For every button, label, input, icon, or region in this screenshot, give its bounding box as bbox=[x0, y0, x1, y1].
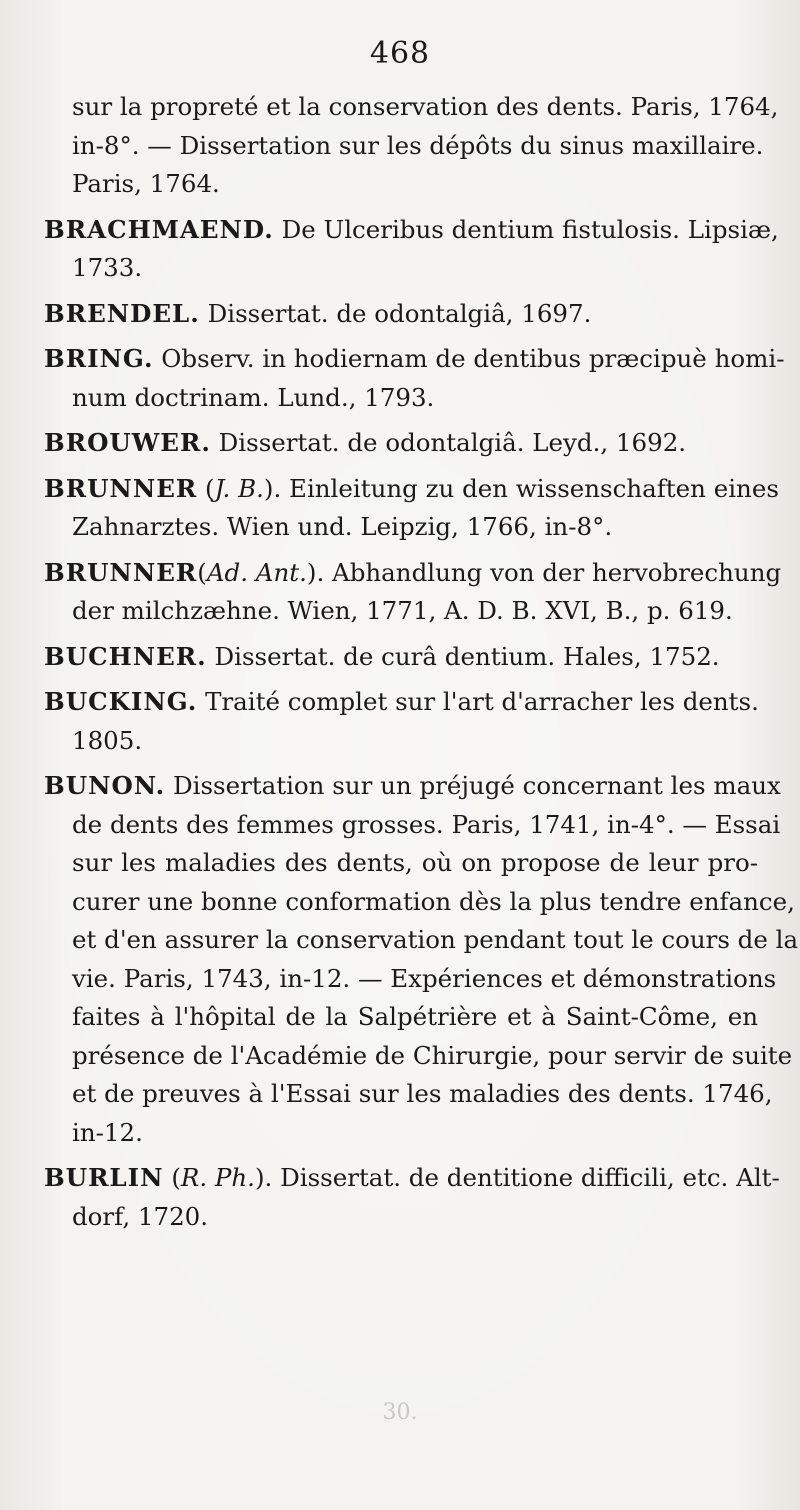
page-number: 468 bbox=[369, 36, 431, 71]
bibliography-entry bbox=[44, 340, 785, 417]
entry-text: Traité complet sur l'art d'arracher les dents. bbox=[197, 687, 759, 716]
bibliography-entry bbox=[44, 211, 779, 288]
entry-line bbox=[44, 424, 758, 463]
author-name: BROUWER. bbox=[44, 428, 211, 457]
entry-line: Paris, 1764. bbox=[72, 169, 220, 198]
entry-text: Observ. in hodiernam de dentibus præcipuè homi- bbox=[153, 344, 785, 373]
bibliography-list bbox=[44, 88, 799, 1243]
entry-line: sur la propreté et la conservation des dents. Paris, 1764, bbox=[72, 92, 779, 121]
author-name: BRENDEL. bbox=[44, 298, 200, 328]
author-initials: R. Ph. bbox=[180, 1163, 255, 1192]
signature-mark: 30. bbox=[382, 1400, 418, 1425]
bibliography-entry bbox=[44, 638, 758, 677]
entry-line: in-8°. — Dissertation sur les dépôts du sinus maxillaire. bbox=[72, 130, 764, 160]
entry-line: présence de l'Académie de Chirurgie, pour servir de suite bbox=[72, 1040, 793, 1070]
entry-line: dorf, 1720. bbox=[72, 1201, 209, 1231]
entry-line: BURLIN (R. Ph.). Dissertat. de dentitione difficili, etc. Alt- bbox=[44, 1163, 780, 1192]
entry-line: Zahnarztes. Wien und. Leipzig, 1766, in-8°. bbox=[72, 512, 613, 541]
author-name: BRUNNER bbox=[44, 557, 198, 587]
bibliography-entry bbox=[44, 1159, 780, 1236]
entry-text: ). Dissertat. de dentitione difficili, etc. Alt- bbox=[254, 1163, 780, 1192]
entry-text: ). Einleitung zu den wissenschaften eines bbox=[263, 473, 779, 503]
entry-line: der milchzæhne. Wien, 1771, A. D. B. XVI, B., p. 619. bbox=[72, 596, 733, 625]
entry-line: de dents des femmes grosses. Paris, 1741, in-4°. — Essai bbox=[72, 809, 781, 839]
author-name: BRACHMAEND. bbox=[44, 214, 274, 244]
author-name: BUNON. bbox=[44, 771, 166, 800]
entry-text: ). Abhandlung von der hervobrechung bbox=[306, 557, 782, 587]
entry-line: vie. Paris, 1743, in-12. — Expériences et démonstrations bbox=[72, 963, 777, 993]
entry-line: 1733. bbox=[72, 253, 143, 282]
entry-line: sur les maladies des dents, où on propose de leur pro- bbox=[72, 848, 758, 877]
entry-line bbox=[44, 340, 785, 379]
entry-line: curer une bonne conformation dès la plus tendre enfance, bbox=[72, 886, 795, 916]
entry-line bbox=[44, 211, 779, 250]
author-name: BRING. bbox=[44, 344, 154, 373]
bibliography-entry bbox=[44, 767, 799, 1152]
entry-text: Dissertat. de odontalgiâ, 1697. bbox=[199, 298, 592, 328]
entry-line: faites à l'hôpital de la Salpétrière et à Saint-Côme, en bbox=[72, 1002, 758, 1031]
entry-line: num doctrinam. Lund., 1793. bbox=[72, 382, 435, 412]
entry-text: Dissertat. de curâ dentium. Hales, 1752. bbox=[206, 641, 720, 671]
entry-line: BRUNNER (J. B.). Einleitung zu den wissenschaften eines bbox=[44, 473, 779, 503]
bibliography-entry bbox=[44, 554, 782, 631]
author-initials: J. B. bbox=[214, 473, 264, 503]
entry-line: BRUNNER(Ad. Ant.). Abhandlung von der hervobrechung bbox=[44, 557, 782, 587]
entry-text: De Ulceribus dentium fistulosis. Lipsiæ, bbox=[273, 214, 779, 244]
entry-text: Dissertat. de odontalgiâ. Leyd., 1692. bbox=[210, 428, 687, 457]
entry-line: et de preuves à l'Essai sur les maladies des dents. 1746, bbox=[72, 1079, 773, 1108]
author-name: BURLIN bbox=[44, 1163, 164, 1192]
entry-text: Dissertation sur un préjugé concernant les maux bbox=[165, 771, 781, 800]
entry-line bbox=[44, 295, 758, 334]
entry-line bbox=[44, 638, 758, 677]
entry-line: 1805. bbox=[72, 725, 143, 755]
entry-line: in-12. bbox=[72, 1117, 143, 1147]
bibliography-entry bbox=[44, 88, 779, 204]
author-initials: Ad. Ant. bbox=[206, 557, 307, 587]
entry-line: et d'en assurer la conservation pendant tout le cours de la bbox=[72, 925, 799, 954]
author-name: BRUNNER bbox=[44, 473, 198, 503]
bibliography-entry bbox=[44, 470, 779, 547]
author-name: BUCHNER. bbox=[44, 641, 207, 671]
author-name: BUCKING. bbox=[44, 687, 198, 716]
entry-line bbox=[44, 767, 781, 806]
bibliography-entry bbox=[44, 683, 758, 760]
bibliography-entry bbox=[44, 424, 758, 463]
bibliography-entry bbox=[44, 295, 758, 334]
entry-line bbox=[44, 683, 758, 722]
